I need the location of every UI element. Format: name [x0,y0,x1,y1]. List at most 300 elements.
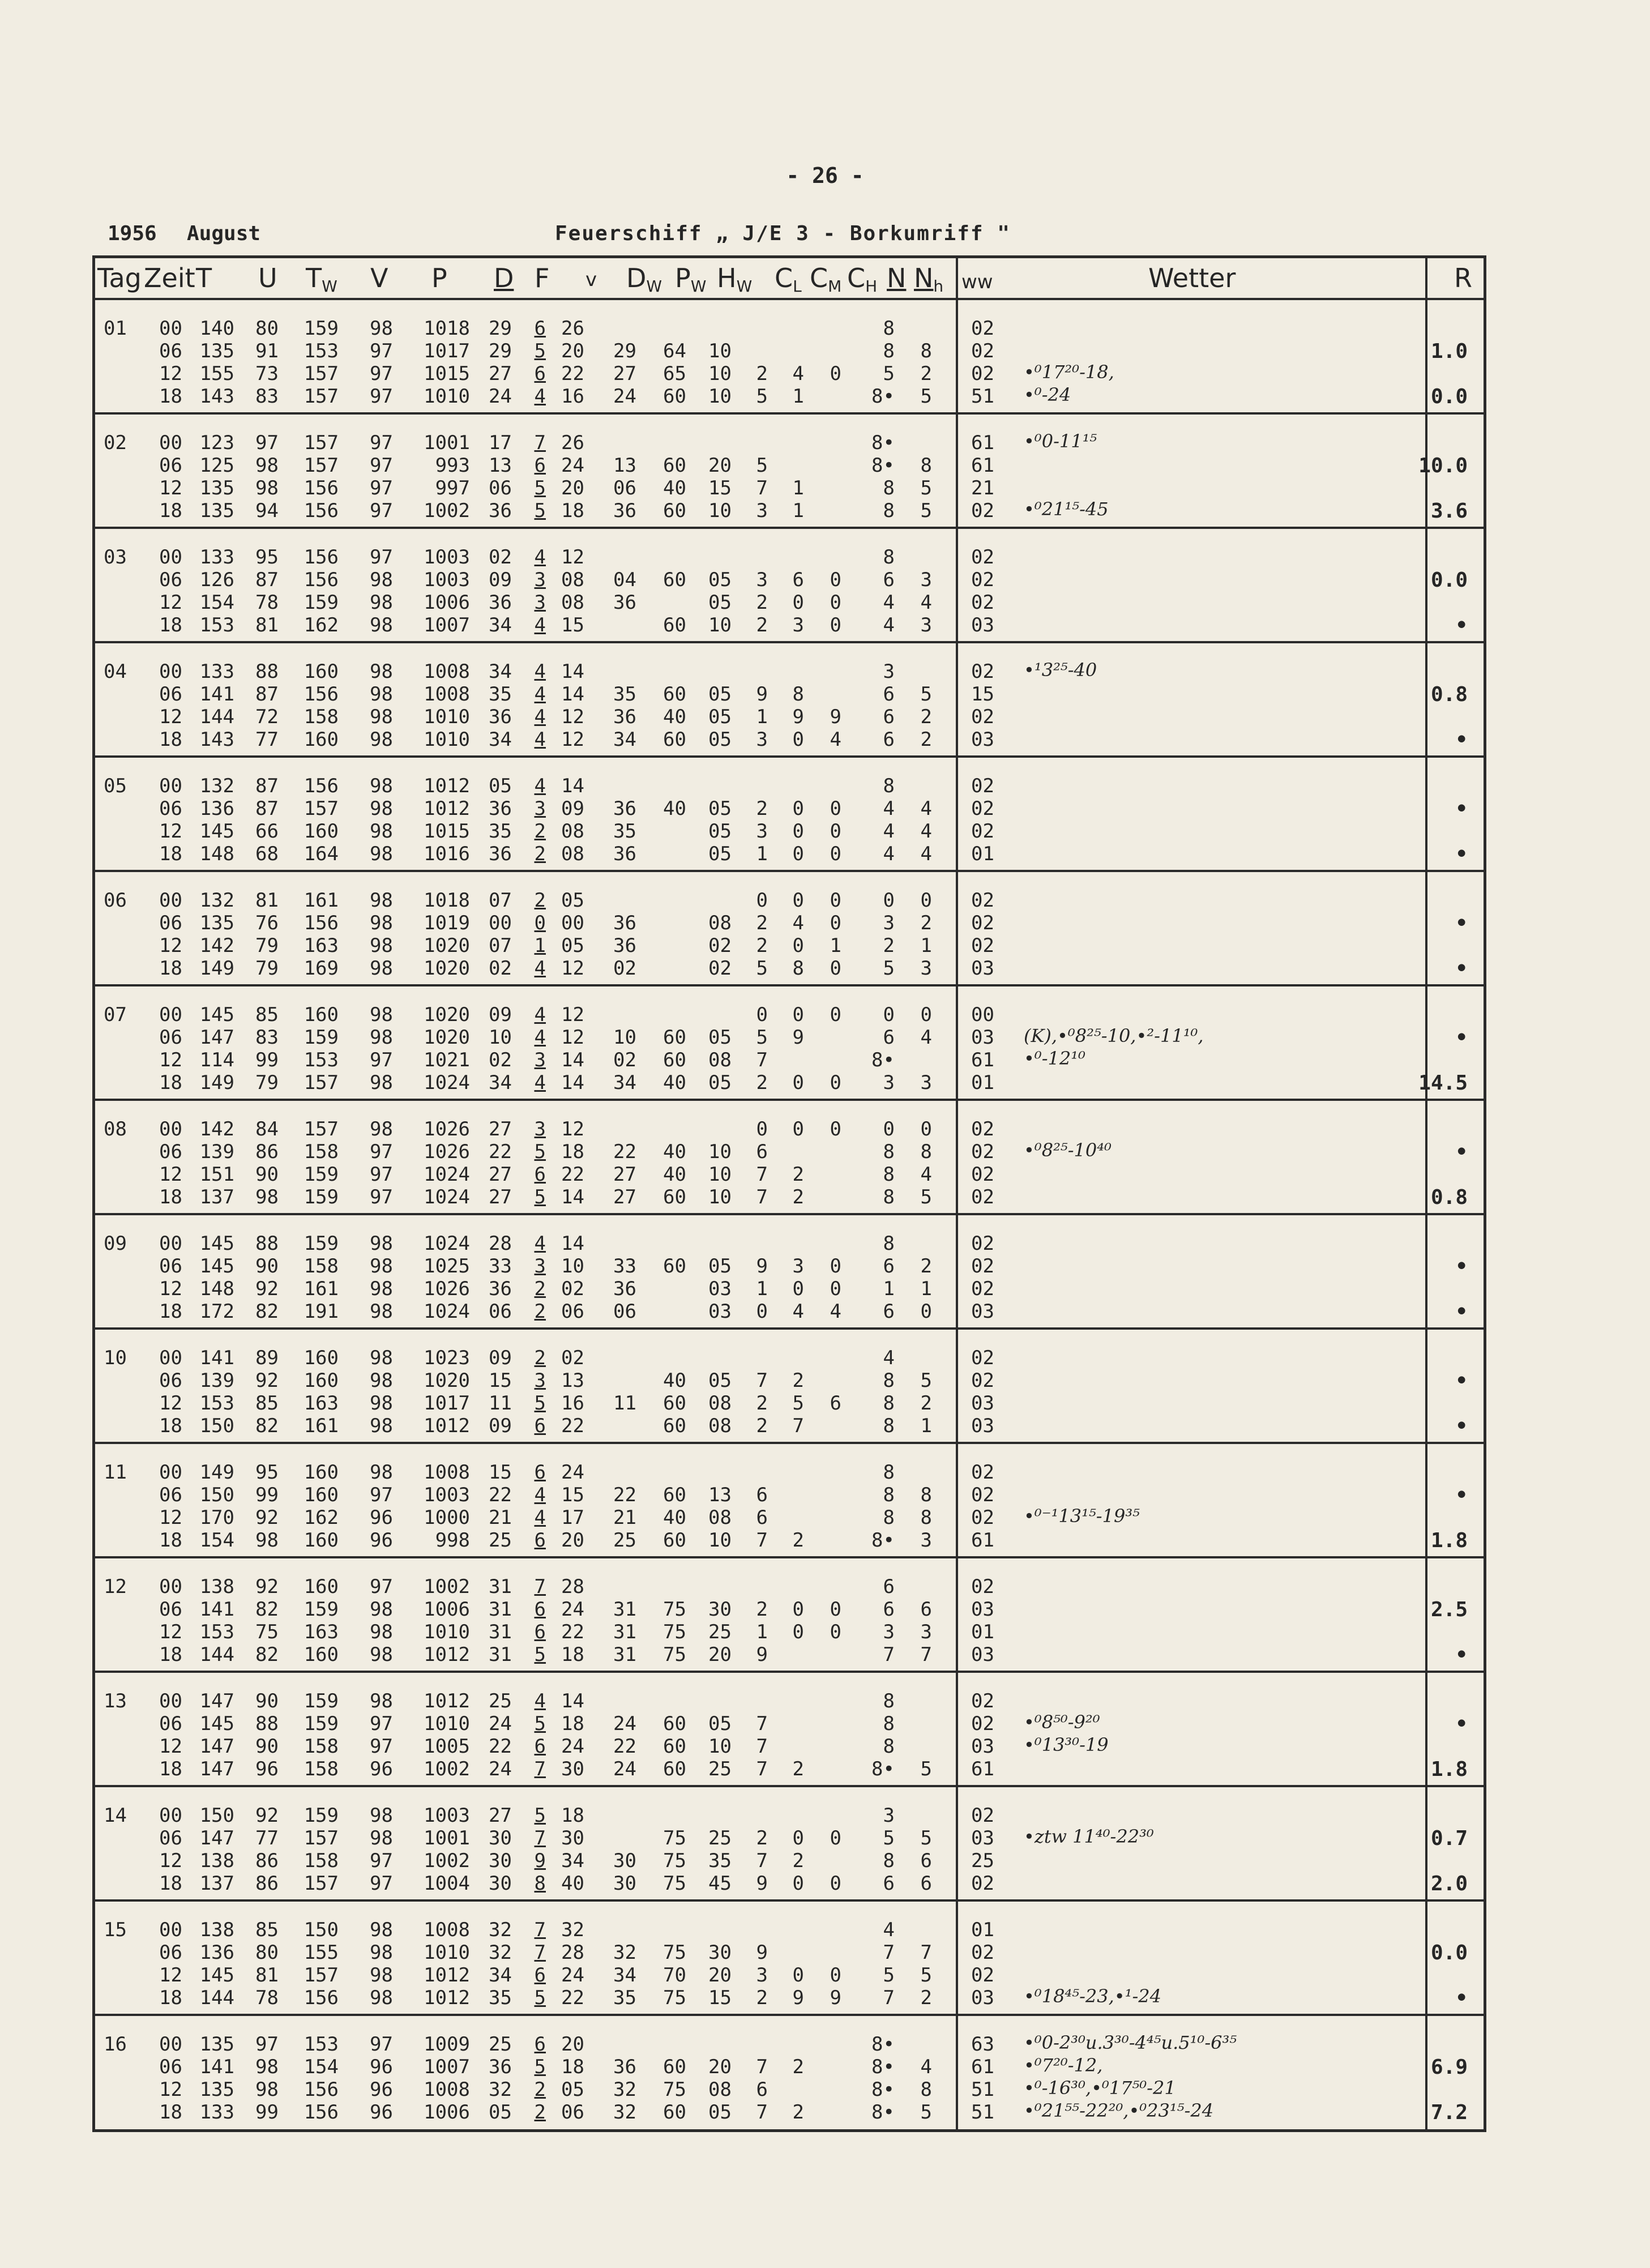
cell-vs: 24 [561,1964,584,1987]
cell-t: 154 [199,1529,234,1552]
cell-p: 1020 [424,934,470,957]
cell-cl: 2 [756,1071,768,1094]
cell-ch: 0 [830,843,841,865]
cell-vs: 09 [561,797,584,820]
cell-pw: 40 [663,1369,686,1392]
cell-v: 98 [370,1461,393,1484]
cell-f: 4 [534,1026,546,1049]
cell-nh: 5 [920,1369,932,1392]
cell-n: 8 [883,1141,895,1163]
cell-ww: 03 [971,1415,994,1437]
cell-p: 1007 [424,2056,470,2078]
cell-p: 1012 [424,1987,470,2009]
cell-t: 136 [199,1941,234,1964]
observation-row [95,1255,994,1278]
cell-tw: 156 [304,499,339,522]
cell-hw: 10 [708,1529,732,1552]
cell-cl: 9 [756,1255,768,1278]
cell-cm: 0 [792,820,804,843]
cell-tw: 157 [304,432,339,454]
cell-n: 8• [871,1049,895,1071]
day-block [95,1787,1484,1902]
cell-d: 36 [489,1278,512,1300]
cell-v: 96 [370,1529,393,1552]
cell-n: 4 [883,820,895,843]
cell-vs: 12 [561,728,584,751]
cell-vs: 12 [561,706,584,728]
cell-f: 4 [534,1071,546,1094]
cell-tw: 158 [304,1141,339,1163]
cell-p: 1006 [424,591,470,614]
day-tag: 09 [104,1232,127,1255]
cell-zeit: 00 [159,1232,182,1255]
day-block [95,415,1484,529]
cell-n: 4 [883,591,895,614]
precip-value: • [1455,957,1468,980]
cell-tw: 156 [304,912,339,934]
cell-f: 5 [534,1186,546,1208]
cell-nh: 3 [920,569,932,591]
cell-p: 1012 [424,1690,470,1712]
cell-p: 1002 [424,1758,470,1780]
cell-t: 153 [199,1392,234,1415]
cell-cm: 5 [792,1392,804,1415]
cell-f: 8 [534,1872,546,1895]
cell-p: 1010 [424,706,470,728]
cell-tw: 156 [304,2078,339,2101]
cell-p: 1024 [424,1163,470,1186]
cell-f: 7 [534,432,546,454]
cell-pw: 60 [663,2056,686,2078]
cell-p: 1025 [424,1255,470,1278]
observation-row [95,1026,994,1049]
cell-pw: 60 [663,385,686,408]
cell-n: 8 [883,1232,895,1255]
cell-p: 1010 [424,1712,470,1735]
cell-vs: 28 [561,1575,584,1598]
observation-row [95,477,994,499]
cell-tw: 157 [304,797,339,820]
cell-cm: 0 [792,1621,804,1643]
col-u: U [258,263,277,293]
cell-ww: 02 [971,912,994,934]
cell-dw: 13 [613,454,636,477]
cell-d: 36 [489,2056,512,2078]
cell-n: 0 [883,1003,895,1026]
cell-vs: 13 [561,1369,584,1392]
cell-zeit: 00 [159,1118,182,1141]
cell-n: 8 [883,1163,895,1186]
cell-nh: 5 [920,499,932,522]
cell-cm: 0 [792,1964,804,1987]
cell-d: 31 [489,1643,512,1666]
cell-hw: 25 [708,1827,732,1850]
cell-t: 125 [199,454,234,477]
cell-tw: 160 [304,1575,339,1598]
cell-nh: 7 [920,1941,932,1964]
precip-value: 2.0 [1430,1872,1468,1895]
cell-hw: 05 [708,1369,732,1392]
cell-f: 4 [534,706,546,728]
cell-v: 97 [370,1850,393,1872]
cell-ww: 63 [971,2033,994,2056]
cell-nh: 4 [920,797,932,820]
cell-d: 34 [489,728,512,751]
cell-n: 8• [871,2101,895,2124]
cell-zeit: 00 [159,1461,182,1484]
cell-v: 98 [370,820,393,843]
precip-value: 0.7 [1430,1827,1468,1850]
cell-pw: 60 [663,1186,686,1208]
cell-tw: 154 [304,2056,339,2078]
cell-f: 4 [534,614,546,637]
cell-vs: 18 [561,1804,584,1827]
cell-u: 81 [255,1964,279,1987]
cell-ww: 02 [971,499,994,522]
cell-v: 97 [370,454,393,477]
cell-n: 8 [883,1369,895,1392]
cell-t: 151 [199,1163,234,1186]
cell-t: 139 [199,1141,234,1163]
cell-n: 3 [883,912,895,934]
cell-v: 98 [370,1415,393,1437]
cell-zeit: 18 [159,957,182,980]
cell-cl: 5 [756,1026,768,1049]
cell-d: 31 [489,1621,512,1643]
observation-row [95,1598,994,1621]
cell-vs: 12 [561,1026,584,1049]
cell-u: 82 [255,1415,279,1437]
cell-vs: 06 [561,2101,584,2124]
cell-vs: 02 [561,1278,584,1300]
cell-zeit: 12 [159,934,182,957]
day-block [95,1215,1484,1330]
cell-hw: 25 [708,1758,732,1780]
cell-n: 6 [883,1300,895,1323]
cell-d: 27 [489,362,512,385]
cell-cm: 0 [792,1118,804,1141]
col-r: R [1454,263,1472,293]
precip-value: 0.8 [1430,1186,1468,1209]
precip-value: • [1455,1484,1468,1507]
day-tag: 10 [104,1347,127,1369]
cell-tw: 157 [304,454,339,477]
cell-tw: 159 [304,1690,339,1712]
cell-f: 3 [534,569,546,591]
cell-ww: 02 [971,1804,994,1827]
cell-cl: 1 [756,843,768,865]
cell-cm: 2 [792,1529,804,1552]
cell-ww: 02 [971,1186,994,1208]
cell-f: 5 [534,1141,546,1163]
cell-zeit: 00 [159,1690,182,1712]
cell-n: 0 [883,889,895,912]
cell-vs: 14 [561,660,584,683]
cell-cm: 2 [792,1850,804,1872]
cell-v: 98 [370,1255,393,1278]
day-tag: 16 [104,2033,127,2056]
cell-p: 1026 [424,1118,470,1141]
col-pw: $P_W$ [675,263,707,296]
cell-p: 1016 [424,843,470,865]
wetter-note: •⁰7²⁰-12, [1024,2055,1103,2076]
cell-zeit: 00 [159,432,182,454]
cell-n: 4 [883,614,895,637]
cell-p: 1001 [424,432,470,454]
cell-u: 88 [255,1712,279,1735]
cell-v: 98 [370,1003,393,1026]
cell-ww: 15 [971,683,994,706]
cell-n: 8 [883,1461,895,1484]
cell-vs: 08 [561,591,584,614]
cell-v: 98 [370,1300,393,1323]
col-t: T [196,263,212,293]
cell-t: 141 [199,1347,234,1369]
cell-v: 97 [370,1872,393,1895]
cell-cm: 1 [792,477,804,499]
cell-ch: 0 [830,957,841,980]
cell-u: 96 [255,1758,279,1780]
cell-zeit: 06 [159,1484,182,1506]
cell-tw: 157 [304,1071,339,1094]
cell-d: 35 [489,820,512,843]
cell-n: 8 [883,1506,895,1529]
cell-f: 6 [534,1529,546,1552]
cell-t: 147 [199,1827,234,1850]
cell-v: 98 [370,957,393,980]
cell-zeit: 18 [159,2101,182,2124]
cell-tw: 160 [304,660,339,683]
cell-p: 1006 [424,2101,470,2124]
cell-zeit: 06 [159,1827,182,1850]
cell-pw: 60 [663,1026,686,1049]
cell-nh: 5 [920,683,932,706]
cell-tw: 150 [304,1919,339,1941]
cell-d: 30 [489,1827,512,1850]
cell-cl: 9 [756,1941,768,1964]
observation-row [95,1003,994,1026]
cell-pw: 60 [663,1415,686,1437]
cell-hw: 05 [708,683,732,706]
cell-u: 87 [255,683,279,706]
cell-vs: 12 [561,546,584,569]
cell-dw: 22 [613,1735,636,1758]
cell-f: 7 [534,1919,546,1941]
cell-ch: 0 [830,569,841,591]
cell-d: 00 [489,912,512,934]
cell-ww: 02 [971,1255,994,1278]
cell-dw: 34 [613,1964,636,1987]
cell-u: 90 [255,1163,279,1186]
cell-vs: 20 [561,1529,584,1552]
cell-nh: 3 [920,1621,932,1643]
cell-d: 36 [489,591,512,614]
cell-vs: 15 [561,1484,584,1506]
cell-cm: 2 [792,1369,804,1392]
cell-tw: 160 [304,1369,339,1392]
cell-ch: 0 [830,797,841,820]
cell-nh: 8 [920,340,932,362]
precip-value: • [1455,797,1468,821]
cell-ww: 02 [971,820,994,843]
precip-value: 2.5 [1430,1598,1468,1621]
cell-vs: 24 [561,1461,584,1484]
cell-hw: 08 [708,1506,732,1529]
cell-ww: 03 [971,957,994,980]
precip-value: 1.8 [1430,1758,1468,1781]
cell-cl: 2 [756,797,768,820]
cell-tw: 162 [304,1506,339,1529]
cell-hw: 05 [708,1026,732,1049]
cell-zeit: 06 [159,1026,182,1049]
cell-nh: 2 [920,706,932,728]
col-cl: $C_L$ [775,263,802,296]
cell-hw: 10 [708,340,732,362]
cell-n: 4 [883,1347,895,1369]
cell-hw: 05 [708,591,732,614]
cell-pw: 60 [663,614,686,637]
cell-n: 8• [871,2056,895,2078]
cell-t: 149 [199,1071,234,1094]
cell-v: 97 [370,385,393,408]
observation-row [95,1941,994,1964]
cell-u: 97 [255,432,279,454]
cell-t: 123 [199,432,234,454]
cell-hw: 45 [708,1872,732,1895]
cell-pw: 75 [663,1643,686,1666]
cell-d: 36 [489,499,512,522]
observation-row [95,2101,994,2124]
col-zeit: Zeit [144,263,195,293]
cell-t: 145 [199,1712,234,1735]
cell-tw: 162 [304,614,339,637]
cell-v: 98 [370,1369,393,1392]
cell-p: 1003 [424,1484,470,1506]
cell-dw: 35 [613,683,636,706]
cell-tw: 156 [304,569,339,591]
cell-ww: 02 [971,1232,994,1255]
cell-ww: 02 [971,1872,994,1895]
cell-hw: 05 [708,1712,732,1735]
cell-ww: 02 [971,1690,994,1712]
col-ww: ww [961,271,993,293]
cell-ww: 02 [971,1163,994,1186]
cell-n: 8 [883,340,895,362]
cell-n: 5 [883,362,895,385]
cell-v: 98 [370,660,393,683]
cell-cl: 2 [756,1987,768,2009]
cell-f: 2 [534,820,546,843]
cell-nh: 0 [920,1003,932,1026]
cell-f: 5 [534,477,546,499]
cell-dw: 36 [613,912,636,934]
cell-tw: 156 [304,1987,339,2009]
cell-cl: 7 [756,1735,768,1758]
cell-dw: 04 [613,569,636,591]
cell-p: 1023 [424,1347,470,1369]
cell-cl: 2 [756,591,768,614]
observation-row [95,454,994,477]
cell-t: 148 [199,843,234,865]
cell-nh: 5 [920,1827,932,1850]
cell-n: 3 [883,1804,895,1827]
cell-v: 97 [370,2033,393,2056]
cell-vs: 24 [561,1598,584,1621]
cell-tw: 159 [304,1598,339,1621]
day-block [95,300,1484,415]
observation-row [95,546,994,569]
cell-u: 92 [255,1369,279,1392]
cell-t: 147 [199,1690,234,1712]
cell-vs: 14 [561,1049,584,1071]
cell-nh: 8 [920,1484,932,1506]
cell-t: 150 [199,1415,234,1437]
cell-vs: 30 [561,1758,584,1780]
cell-zeit: 12 [159,1735,182,1758]
cell-t: 132 [199,889,234,912]
wetter-note: •⁰0-2³⁰u.3³⁰-4⁴⁵u.5¹⁰-6³⁵ [1024,2032,1237,2053]
cell-nh: 5 [920,477,932,499]
cell-f: 1 [534,934,546,957]
cell-d: 34 [489,1071,512,1094]
observation-row [95,728,994,751]
cell-nh: 1 [920,934,932,957]
cell-ww: 25 [971,1850,994,1872]
cell-nh: 2 [920,1392,932,1415]
cell-cm: 8 [792,957,804,980]
precip-value: 0.8 [1430,683,1468,706]
cell-ch: 4 [830,1300,841,1323]
cell-nh: 8 [920,454,932,477]
cell-nh: 2 [920,362,932,385]
cell-n: 4 [883,1919,895,1941]
observation-row [95,591,994,614]
cell-t: 153 [199,1621,234,1643]
cell-ww: 01 [971,1919,994,1941]
wetter-note: •⁰0-11¹⁵ [1024,430,1097,452]
observation-row [95,2033,994,2056]
cell-u: 98 [255,2056,279,2078]
cell-u: 68 [255,843,279,865]
cell-ch: 0 [830,1964,841,1987]
cell-zeit: 12 [159,706,182,728]
observation-row [95,1987,994,2009]
cell-u: 92 [255,1278,279,1300]
cell-f: 9 [534,1850,546,1872]
cell-f: 3 [534,1049,546,1071]
cell-cm: 9 [792,706,804,728]
precip-value: 10.0 [1418,454,1468,477]
cell-ww: 02 [971,569,994,591]
cell-v: 98 [370,614,393,637]
cell-pw: 60 [663,728,686,751]
cell-hw: 10 [708,1141,732,1163]
cell-dw: 36 [613,706,636,728]
cell-vs: 18 [561,1712,584,1735]
wetter-note: •⁰8²⁵-10⁴⁰ [1024,1139,1112,1161]
cell-zeit: 06 [159,1598,182,1621]
cell-d: 05 [489,775,512,797]
observation-row [95,1186,994,1208]
col-d: D [494,263,514,293]
cell-u: 79 [255,1071,279,1094]
observation-row [95,614,994,637]
day-block [95,872,1484,986]
observation-row [95,1919,994,1941]
cell-hw: 30 [708,1598,732,1621]
cell-zeit: 06 [159,1141,182,1163]
precip-value: • [1455,1987,1468,2010]
